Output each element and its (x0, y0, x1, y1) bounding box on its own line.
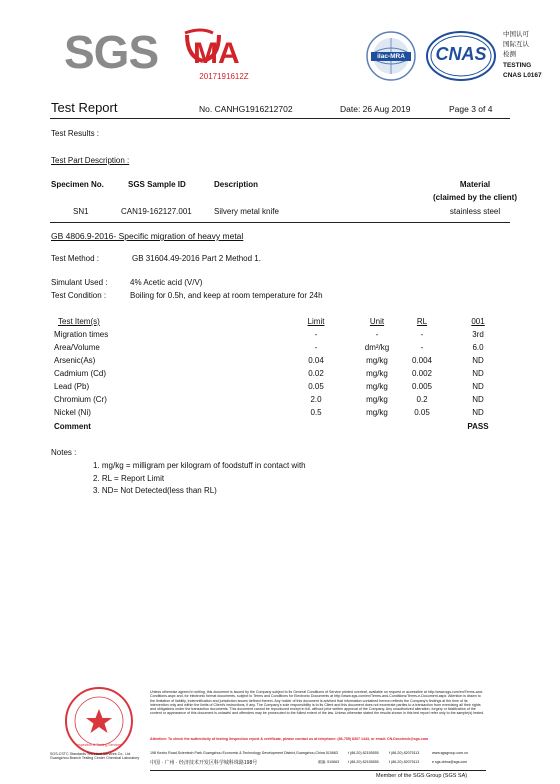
test-condition-value: Boiling for 0.5h, and keep at room temperature for 24h (130, 291, 323, 300)
result-row-unit: mg/kg (366, 408, 388, 417)
cnas-cn-line-2: 国际互认 (503, 41, 529, 48)
result-row-item: Lead (Pb) (54, 382, 90, 391)
result-row-limit: 0.05 (308, 382, 324, 391)
result-row-unit: dm²/kg (364, 343, 390, 352)
row-description: Silvery metal knife (214, 207, 279, 216)
row-sample-id: CAN19-162127.001 (121, 207, 192, 216)
website: www.sgsgroup.com.cn (432, 751, 468, 755)
result-row-rl: 0.2 (416, 395, 428, 404)
cma-number: 2017191612Z (199, 72, 249, 81)
result-row-item: Arsenic(As) (54, 356, 96, 365)
attention-note: Attention: To check the authenticity of testing /inspection report & certificate, please contact us at telephone: (86-755) 8307 1443, or email: CN.Doccheck@sgs.com (150, 737, 429, 741)
seal-text: Inspection & Testing Services (76, 743, 122, 747)
result-row-value: ND (472, 382, 484, 391)
postcode-cn: 邮编: 510663 (318, 760, 340, 764)
svg-text:SGS: SGS (64, 26, 159, 76)
result-row-unit: mg/kg (366, 395, 388, 404)
test-condition-label: Test Condition : (51, 291, 107, 300)
company-branch: SGS-CSTC Standards Technical Services Co., Ltd. Guangzhou Branch Testing Center Chemical Laboratory (50, 752, 140, 761)
report-number: No. CANHG1916212702 (199, 104, 293, 114)
part-table-divider (50, 222, 510, 223)
address-cn: 中国 · 广州 · 经济技术开发区科学城科珠路198号 (150, 760, 258, 766)
phone-en: t (86-20) 82155555 (348, 751, 379, 755)
result-row-unit: mg/kg (366, 382, 388, 391)
fax-en: f (86-20) 82075113 (389, 751, 420, 755)
col-header-material: Material (459, 180, 491, 189)
phone-cn: t (86-20) 82155555 (348, 760, 379, 764)
notes-label: Notes : (51, 448, 77, 457)
result-row-value: ND (472, 356, 484, 365)
svg-text:MA: MA (193, 37, 240, 70)
result-row-value: ND (472, 408, 484, 417)
note-item: 2. RL = Report Limit (93, 474, 165, 483)
report-date: Date: 26 Aug 2019 (340, 104, 411, 114)
result-row-value: 3rd (472, 330, 484, 339)
note-item: 3. ND= Not Detected(less than RL) (93, 486, 217, 495)
result-row-value: ND (472, 395, 484, 404)
test-part-description-label: Test Part Description : (51, 156, 130, 165)
result-row-limit: 2.0 (310, 395, 322, 404)
simulant-value: 4% Acetic acid (V/V) (130, 278, 203, 287)
results-header-unit: Unit (369, 317, 385, 326)
result-row-value: ND (472, 369, 484, 378)
ilac-mra-label: ilac-MRA (377, 53, 405, 60)
cnas-logo-text: CNAS (435, 44, 487, 64)
col-header-specimen: Specimen No. (51, 180, 104, 189)
cnas-testing: TESTING (503, 62, 532, 69)
result-row-limit: 0.04 (308, 356, 324, 365)
result-row-item: Cadmium (Cd) (54, 369, 107, 378)
results-header-item: Test Item(s) (58, 317, 100, 326)
result-row-rl: 0.005 (411, 382, 433, 391)
result-row-limit: - (314, 343, 318, 352)
comment-value: PASS (467, 422, 489, 431)
simulant-label: Simulant Used : (51, 278, 108, 287)
result-row-item: Chromium (Cr) (54, 395, 107, 404)
result-row-rl: 0.05 (414, 408, 430, 417)
test-method-label: Test Method : (51, 254, 100, 263)
row-material: stainless steel (449, 207, 501, 216)
cnas-number: CNAS L0167 (503, 72, 542, 79)
result-row-rl: 0.004 (411, 356, 433, 365)
result-row-limit: 0.02 (308, 369, 324, 378)
row-specimen: SN1 (73, 207, 89, 216)
result-row-limit: 0.5 (310, 408, 322, 417)
test-results-label: Test Results : (51, 129, 100, 138)
page-number: Page 3 of 4 (449, 104, 493, 114)
result-row-item: Area/Volume (54, 343, 100, 352)
address-en: 198 Kezhu Road,Scientech Park Guangzhou Economic & Technology Development District,Guangzhou,China 510663 (150, 751, 338, 755)
result-row-unit: mg/kg (366, 369, 388, 378)
result-row-item: Migration times (54, 330, 109, 339)
comment-label: Comment (54, 422, 91, 431)
section-title: GB 4806.9-2016- Specific migration of heavy metal (51, 231, 244, 241)
result-row-limit: - (314, 330, 318, 339)
report-title: Test Report (51, 100, 118, 115)
results-header-limit: Limit (307, 317, 325, 326)
result-row-rl: - (420, 343, 424, 352)
member-of-sgs: Member of the SGS Group (SGS SA) (376, 773, 468, 779)
result-row-value: 6.0 (472, 343, 484, 352)
col-header-description: Description (214, 180, 259, 189)
test-method-value: GB 31604.49-2016 Part 2 Method 1. (132, 254, 261, 263)
results-header-sample-001: 001 (471, 317, 485, 326)
footer-divider (150, 770, 486, 771)
result-row-rl: 0.002 (411, 369, 433, 378)
result-row-rl: - (420, 330, 424, 339)
note-item: 1. mg/kg = milligram per kilogram of foodstuff in contact with (93, 461, 306, 470)
result-row-unit: mg/kg (366, 356, 388, 365)
result-row-unit: - (375, 330, 379, 339)
results-header-rl: RL (416, 317, 428, 326)
fax-cn: f (86-20) 82075113 (389, 760, 420, 764)
col-header-material-note: (claimed by the client) (432, 193, 518, 202)
email-cn: e sgs.china@sgs.com (432, 760, 468, 764)
col-header-sample-id: SGS Sample ID (128, 180, 186, 189)
cnas-cn-line-3: 检测 (503, 51, 516, 58)
header-divider (50, 118, 510, 119)
cnas-cn-line-1: 中国认可 (503, 31, 529, 38)
result-row-item: Nickel (Ni) (54, 408, 91, 417)
service-disclaimer: Unless otherwise agreed in writing, this document is issued by the Company subject to its General Conditions of Service printed overleaf, available on request or accessible at http://www.sgs.com/en/Terms-and-Conditions.aspx and, for electronic format documents, subject to Terms and Conditions for Electronic Documents at http://www.sgs.com/en/Terms-and-Conditions/Terms-e-Document.aspx. Attention is drawn to the limitation of liability, indemnification and jurisdiction issues defined therein. Any holder of this document is advised that information contained hereon reflects the Company's findings at the time of its intervention only and within the limits of Client's instructions, if any. The Company's sole responsibility is to its Client and this document does not exonerate parties to a transaction from exercising all their rights and obligations under the transaction documents. This document cannot be reproduced except in full, without prior written approval of the Company. Any unauthorized alteration, forgery or falsification of the content or appearance of this document is unlawful and offenders may be prosecuted to the fullest extent of the law. Unless otherwise stated the results shown in this test report refer only to the sample(s) tested. (150, 690, 485, 716)
sgs-logo (62, 24, 166, 76)
